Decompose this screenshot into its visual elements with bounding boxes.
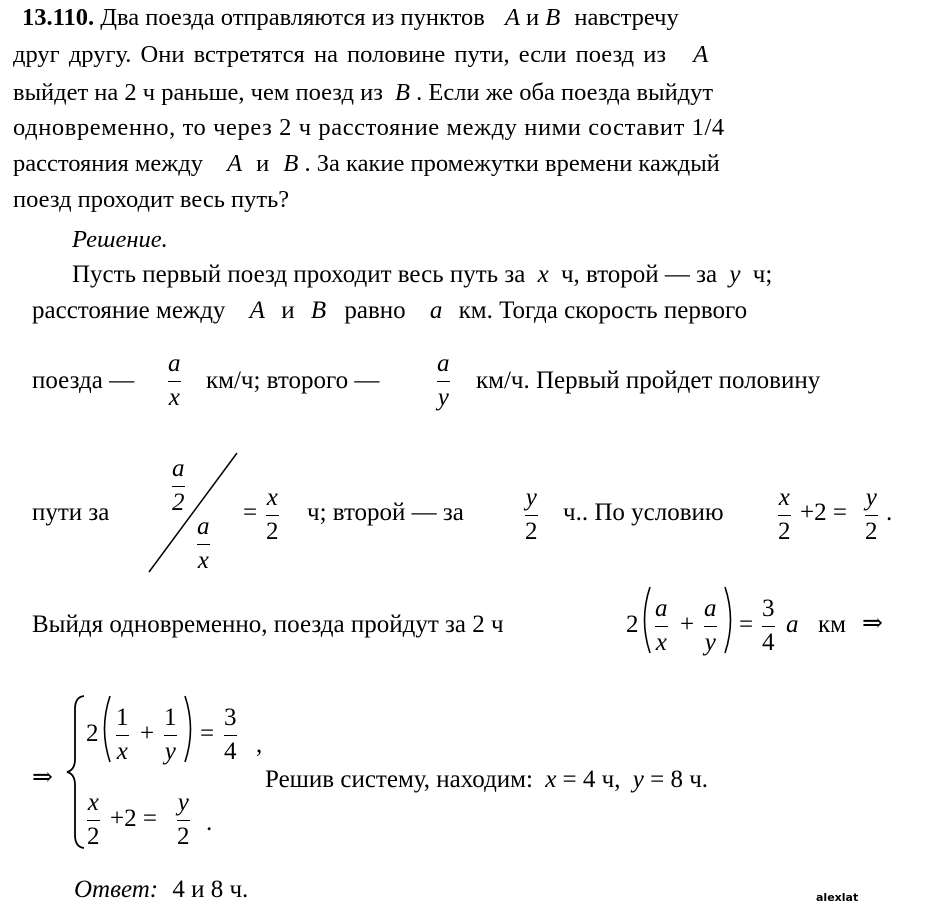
fraction-3-over-4-system: 3 4 — [224, 704, 237, 766]
left-paren — [637, 584, 653, 656]
implies-arrow-system: ⇒ — [32, 764, 53, 791]
fraction-x-over-2-cond: x 2 — [778, 484, 791, 546]
signature: alexlat — [816, 891, 859, 904]
right-paren-system — [182, 693, 198, 765]
fraction-x-over-2: x 2 — [266, 484, 279, 546]
fraction-a-over-2: a 2 — [172, 455, 185, 517]
solution-line-1: Пусть первый поезд проходит весь путь за x ч, второй — за y ч; — [72, 261, 773, 288]
fraction-a-over-x-lower: a x — [197, 513, 210, 575]
fraction-3-over-4: 3 4 — [762, 595, 775, 657]
fraction-y-over-2: y 2 — [525, 484, 538, 546]
problem-number: 13.110. — [22, 4, 95, 31]
fraction-a-over-x-2: a x — [655, 595, 668, 657]
fraction-y-over-2-system: y 2 — [177, 789, 190, 851]
implies-arrow: ⇒ — [862, 610, 883, 637]
right-paren — [722, 584, 738, 656]
solution-heading: Решение. — [72, 226, 168, 253]
system-brace — [64, 693, 88, 851]
result-line: Решив систему, находим: x = 4 ч, y = 8 ч. — [265, 766, 709, 793]
fraction-a-over-y-2: a y — [704, 595, 717, 657]
fraction-1-over-x: 1 x — [116, 704, 129, 766]
fraction-x-over-2-system: x 2 — [87, 789, 100, 851]
solution-line-2: расстояние между A и B равно a км. Тогда скорость первого — [32, 297, 748, 324]
fraction-1-over-y: 1 y — [164, 704, 177, 766]
fraction-y-over-2-cond: y 2 — [865, 484, 878, 546]
complex-fraction-slash — [145, 450, 240, 575]
fraction-a-over-x: a x — [168, 350, 181, 412]
answer-line: Ответ: 4 и 8 ч. — [74, 876, 249, 903]
left-paren-system — [97, 693, 113, 765]
fraction-a-over-y: a y — [437, 350, 450, 412]
